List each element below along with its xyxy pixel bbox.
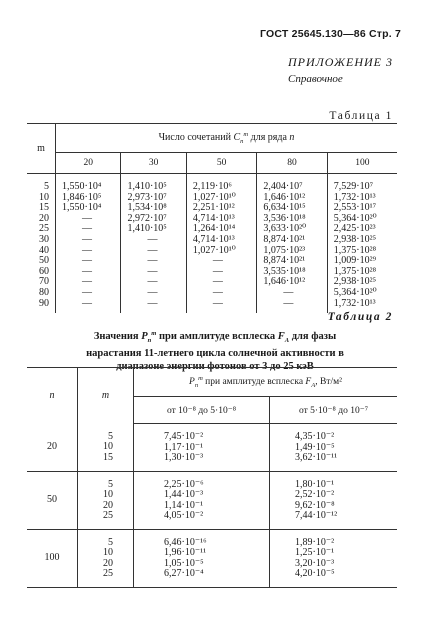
table-cell: — xyxy=(82,233,92,245)
table-cell: 1,732·10¹³ xyxy=(327,193,397,204)
table-cell: 5,364·10²⁰ xyxy=(327,214,397,225)
cell-line: 10 xyxy=(103,489,113,500)
cell-line: 1,25·10⁻¹ xyxy=(295,547,335,558)
row-m-value: 10 xyxy=(27,193,56,204)
table-cell: — xyxy=(82,255,92,267)
table-cell: 5,364·10²⁰ xyxy=(327,288,397,299)
table-cell: — xyxy=(82,212,92,224)
cell-line: 2,25·10⁻⁶ xyxy=(164,478,204,490)
table-cell: 1,646·10¹² xyxy=(257,277,327,288)
table-cell: 1,375·10²⁸ xyxy=(327,267,397,278)
table-cell: — xyxy=(121,288,186,299)
cell-line: 1,80·10⁻¹ xyxy=(295,478,335,490)
group-m-values xyxy=(78,529,134,587)
table1-col: 30 xyxy=(121,153,186,174)
table-cell: — xyxy=(257,299,327,314)
table-cell: 2,938·10²⁵ xyxy=(327,277,397,288)
table2-title-line3: диапазоне энергии фотонов от 3 до 25 кэВ xyxy=(116,361,314,373)
table1-group-header: Число сочетаний $C_n^m$ для ряда n xyxy=(158,131,295,145)
table-cell: — xyxy=(186,299,256,314)
table-cell: 1,264·10¹⁴ xyxy=(186,224,256,235)
cell-line: 2,52·10⁻² xyxy=(295,489,335,500)
table1 xyxy=(27,123,397,313)
table-cell: 1,846·10⁵ xyxy=(62,191,102,203)
table1-col: 50 xyxy=(186,153,256,174)
table1-col: 100 xyxy=(327,153,397,174)
table-cell: — xyxy=(257,288,327,299)
cell-line: 7,44·10⁻¹² xyxy=(295,510,338,521)
table-cell: 2,938·10²⁵ xyxy=(327,235,397,246)
table2-title-line2: нарастания 11-летнего цикла солнечной активности в xyxy=(86,348,344,360)
table-cell: 4,714·10¹³ xyxy=(186,235,256,246)
table-cell: 1,550·10⁴ xyxy=(62,181,102,192)
table-cell: 1,375·10²⁸ xyxy=(327,246,397,257)
table1-body xyxy=(27,174,397,314)
table1-col: 80 xyxy=(257,153,327,174)
table-cell: — xyxy=(186,277,256,288)
cell-line: 6,27·10⁻⁴ xyxy=(164,568,204,579)
cell-line: 3,62·10⁻¹¹ xyxy=(295,452,338,463)
group-values-high xyxy=(270,424,398,472)
table-cell: 2,119·10⁶ xyxy=(186,174,256,193)
table-cell: 2,251·10¹² xyxy=(186,203,256,214)
table-cell: 1,027·10¹⁰ xyxy=(186,193,256,204)
cell-line: 1,89·10⁻² xyxy=(295,536,335,548)
table-cell: 3,536·10¹⁸ xyxy=(257,214,327,225)
row-m-value: 60 xyxy=(27,267,56,278)
cell-line: 7,45·10⁻² xyxy=(164,431,204,442)
table-cell: 7,529·10⁷ xyxy=(327,174,397,193)
group-n-value: 100 xyxy=(27,529,78,587)
group-n-value: 20 xyxy=(27,424,78,472)
table2-caption: Таблица 2 xyxy=(327,311,393,323)
row-m-value: 90 xyxy=(27,299,56,314)
table-cell: — xyxy=(186,267,256,278)
table-cell: 2,553·10¹⁷ xyxy=(327,203,397,214)
table-cell: 1,410·10⁵ xyxy=(121,174,186,193)
group-values-low xyxy=(134,529,270,587)
group-values-high xyxy=(270,529,398,587)
table-cell: 1,550·10⁴ xyxy=(62,202,102,214)
cell-line: 1,14·10⁻¹ xyxy=(164,499,204,511)
cell-line: 1,05·10⁻⁵ xyxy=(164,557,204,569)
cell-line: 10 xyxy=(103,441,113,452)
cell-line: 1,17·10⁻¹ xyxy=(164,441,204,453)
table-cell: — xyxy=(186,256,256,267)
cell-line: 5 xyxy=(108,536,113,548)
table-cell: — xyxy=(186,288,256,299)
table-cell: 1,732·10¹³ xyxy=(327,299,397,314)
group-n-value: 50 xyxy=(27,471,78,529)
table-cell: 3,535·10¹⁸ xyxy=(257,267,327,278)
group-values-low xyxy=(134,471,270,529)
table-row xyxy=(27,424,397,472)
cell-line: 4,05·10⁻² xyxy=(164,510,204,521)
row-m-value: 20 xyxy=(27,214,56,225)
cell-line: 6,46·10⁻¹⁶ xyxy=(164,536,207,548)
table2 xyxy=(27,367,397,588)
table-row xyxy=(27,471,397,529)
appendix-block xyxy=(288,55,393,85)
table-cell: 8,874·10²¹ xyxy=(257,256,327,267)
cell-line: 15 xyxy=(103,451,113,463)
table-cell: — xyxy=(121,256,186,267)
table2-group-header: $P_n^m$ при амплитуде всплеска $F_A$, Вт/м² xyxy=(189,375,342,389)
group-m-values xyxy=(78,471,134,529)
table-cell: 1,646·10¹² xyxy=(257,193,327,204)
table-cell: — xyxy=(121,235,186,246)
table-cell: 2,404·10⁷ xyxy=(257,174,327,193)
table-cell: 1,534·10⁸ xyxy=(121,203,186,214)
table2-title: Значения $P_n^m$ при амплитуде всплеска $F_A$ для фазы нарастания 11-летнего цикла солнечной активности в диапазоне энергии фотонов от 3 до 25 кэВ xyxy=(40,327,390,373)
table-cell: 6,634·10¹⁵ xyxy=(257,203,327,214)
table-cell: 1,027·10¹⁰ xyxy=(186,246,256,257)
table-cell: 2,972·10⁷ xyxy=(121,214,186,225)
table2-body xyxy=(27,424,397,588)
table-cell: — xyxy=(82,286,92,298)
table-cell: — xyxy=(121,299,186,314)
cell-line: 5 xyxy=(108,430,113,442)
table-cell: 4,714·10¹³ xyxy=(186,214,256,225)
table-cell: 1,075·10²³ xyxy=(257,246,327,257)
cell-line: 3,20·10⁻³ xyxy=(295,557,335,569)
table-row xyxy=(27,529,397,587)
cell-line: 1,96·10⁻¹¹ xyxy=(164,547,207,558)
table-cell: — xyxy=(82,276,92,288)
table1-caption: Таблица 1 xyxy=(329,110,393,122)
cell-line: 20 xyxy=(103,499,113,511)
row-m-value: 30 xyxy=(27,235,56,246)
cell-line: 10 xyxy=(103,547,113,558)
cell-line: 9,62·10⁻⁸ xyxy=(295,499,335,511)
cell-line: 25 xyxy=(103,568,113,579)
appendix-title: ПРИЛОЖЕНИЕ 3 xyxy=(288,55,393,69)
table2-col-n: n xyxy=(27,368,78,424)
cell-line: 5 xyxy=(108,478,113,490)
table-cell: — xyxy=(121,277,186,288)
table2-col-m: m xyxy=(78,368,134,424)
table2-sub2: от 5·10⁻⁸ до 10⁻⁷ xyxy=(270,397,398,424)
cell-line: 4,20·10⁻⁵ xyxy=(295,568,335,579)
cell-line: 4,35·10⁻² xyxy=(295,431,335,442)
table-cell: 3,633·10²⁰ xyxy=(257,224,327,235)
cell-line: 1,44·10⁻³ xyxy=(164,489,204,500)
cell-line: 1,49·10⁻⁵ xyxy=(295,441,335,453)
cell-line: 20 xyxy=(103,557,113,569)
row-m-value: 40 xyxy=(27,246,56,257)
table-row xyxy=(27,235,397,246)
table-cell: 1,009·10²⁹ xyxy=(327,256,397,267)
table-cell: — xyxy=(121,246,186,257)
table-cell: — xyxy=(121,267,186,278)
row-m-value: 5 xyxy=(27,174,56,193)
table1-col: 20 xyxy=(56,153,121,174)
table-row xyxy=(27,174,397,193)
cell-line: 25 xyxy=(103,510,113,521)
table-cell: 1,410·10⁵ xyxy=(121,224,186,235)
table2-sub1: от 10⁻⁸ до 5·10⁻⁸ xyxy=(134,397,270,424)
row-m-value: 15 xyxy=(27,203,56,214)
group-values-high xyxy=(270,471,398,529)
table-cell: — xyxy=(82,265,92,277)
page-header: ГОСТ 25645.130—86 Стр. 7 xyxy=(260,28,401,40)
table1-row-header: m xyxy=(27,124,56,174)
cell-line: 1,30·10⁻³ xyxy=(164,452,204,463)
appendix-subtitle: Справочное xyxy=(288,73,343,85)
row-m-value: 25 xyxy=(27,224,56,235)
row-m-value: 70 xyxy=(27,277,56,288)
table-cell: 2,425·10²³ xyxy=(327,224,397,235)
table-cell: 8,874·10²¹ xyxy=(257,235,327,246)
table-row xyxy=(27,288,397,299)
row-m-value: 80 xyxy=(27,288,56,299)
group-values-low xyxy=(134,424,270,472)
group-m-values xyxy=(78,424,134,472)
table-cell: — xyxy=(82,297,92,309)
row-m-value: 50 xyxy=(27,256,56,267)
table-cell: — xyxy=(82,244,92,256)
table-cell: — xyxy=(82,223,92,235)
table-cell: 2,973·10⁷ xyxy=(121,193,186,204)
